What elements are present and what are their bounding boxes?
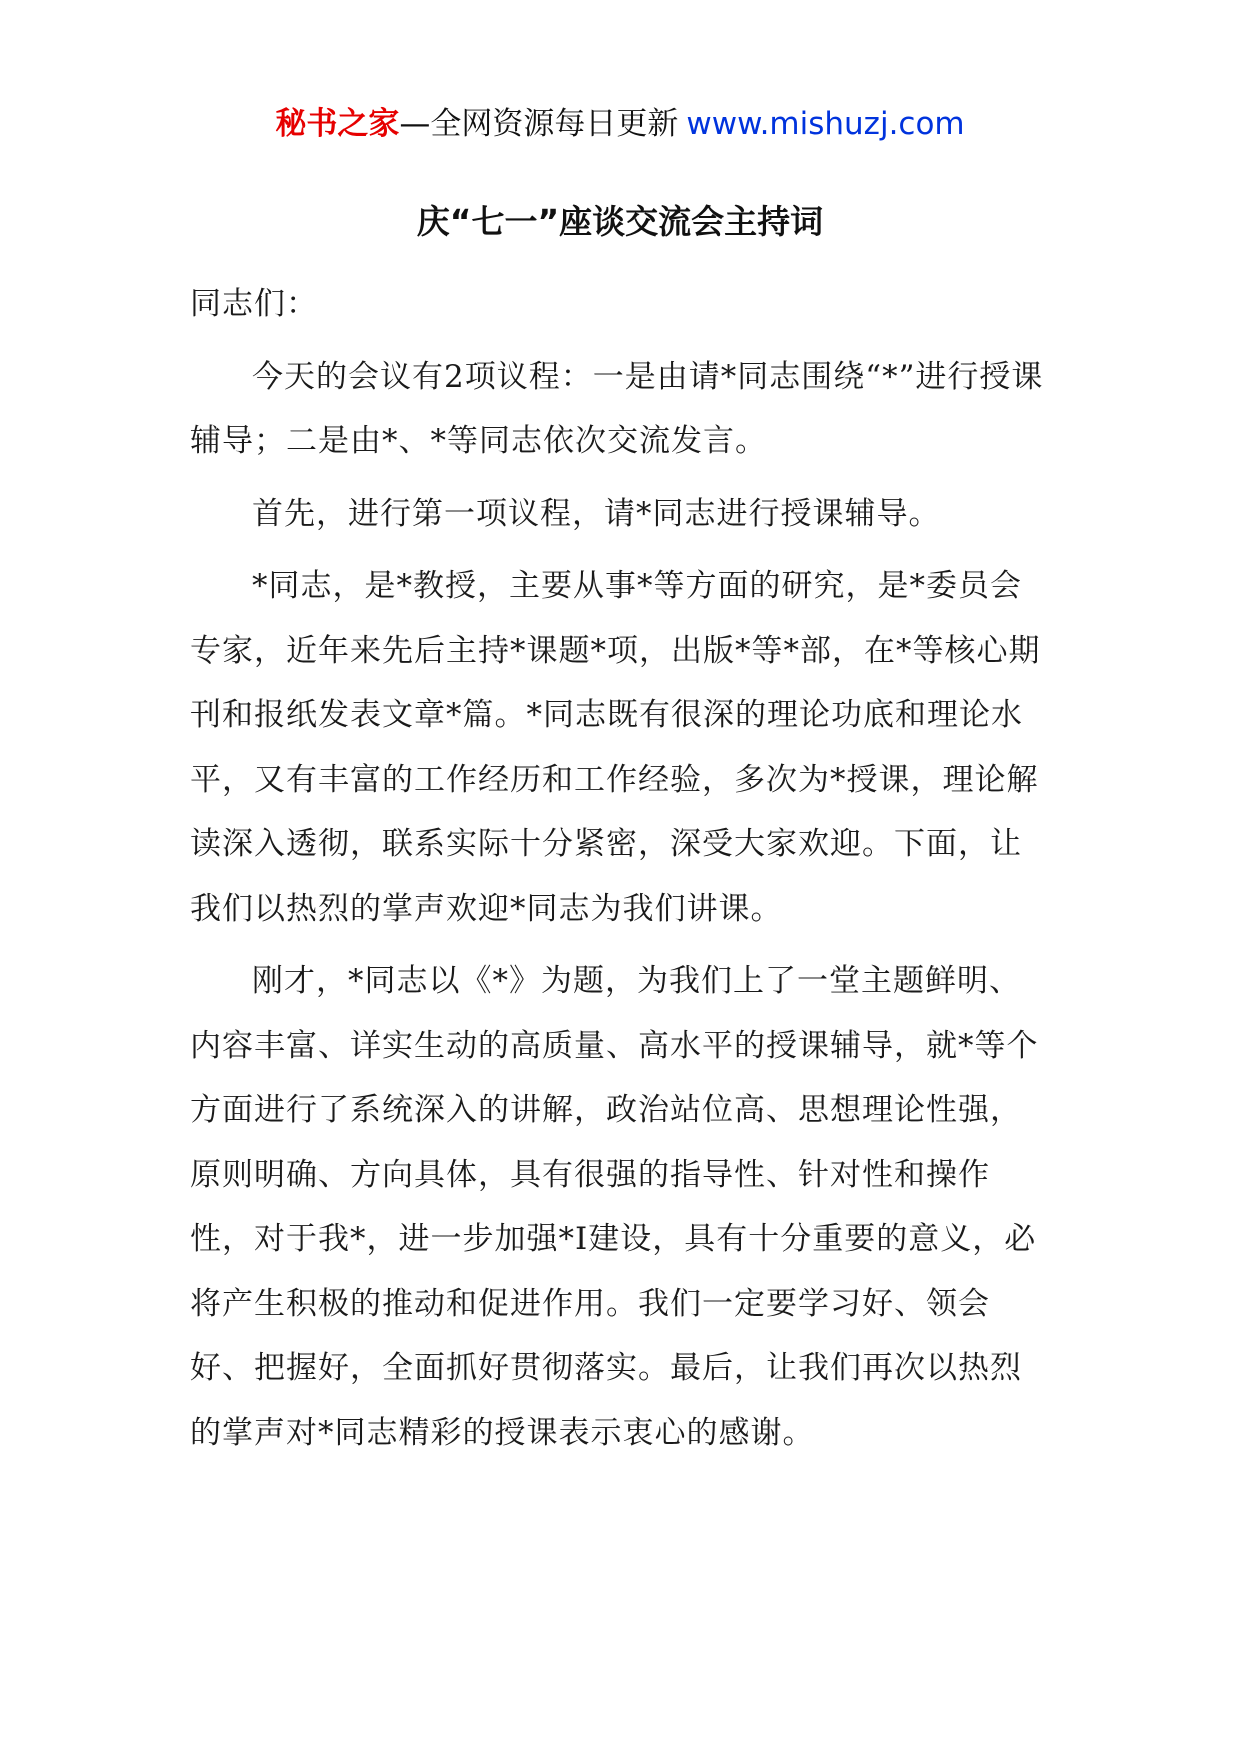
- site-url-link[interactable]: www.mishuzj.com: [686, 106, 965, 142]
- paragraph-closing-remarks: 刚才，*同志以《*》为题，为我们上了一堂主题鲜明、内容丰富、详实生动的高质量、高水平的授课辅导，就*等个方面进行了系统深入的讲解，政治站位高、思想理论性强，原则明确、方向具体，具有很强的指导性、针对性和操作性，对于我*，进一步加强*I建设，具有十分重要的意义，必将产生积极的推动和促进作用。我们一定要学习好、领会好、把握好，全面抓好贯彻落实。最后，让我们再次以热烈的掌声对*同志精彩的授课表示衷心的感谢。: [190, 963, 1039, 1451]
- paragraph-agenda: 今天的会议有2项议程：一是由请*同志围绕“*”进行授课辅导；二是由*、*等同志依次交流发言。: [190, 358, 1044, 459]
- site-tagline: —全网资源每日更新: [399, 106, 679, 142]
- salutation: 同志们：: [190, 286, 318, 322]
- document-body: [190, 272, 1050, 1473]
- document-title: 庆“七一”座谈交流会主持词: [416, 202, 824, 241]
- paragraph-first-item: 首先，进行第一项议程，请*同志进行授课辅导。: [252, 495, 941, 532]
- site-header: [0, 100, 1240, 148]
- site-brand: 秘书之家: [275, 106, 400, 142]
- paragraph-speaker-intro: *同志，是*教授，主要从事*等方面的研究，是*委员会专家，近年来先后主持*课题*项，出版*等*部，在*等核心期刊和报纸发表文章*篇。*同志既有很深的理论功底和理论水平，又有丰富的工作经历和工作经验，多次为*授课，理论解读深入透彻，联系实际十分紧密，深受大家欢迎。下面，让我们以热烈的掌声欢迎*同志为我们讲课。: [190, 568, 1041, 927]
